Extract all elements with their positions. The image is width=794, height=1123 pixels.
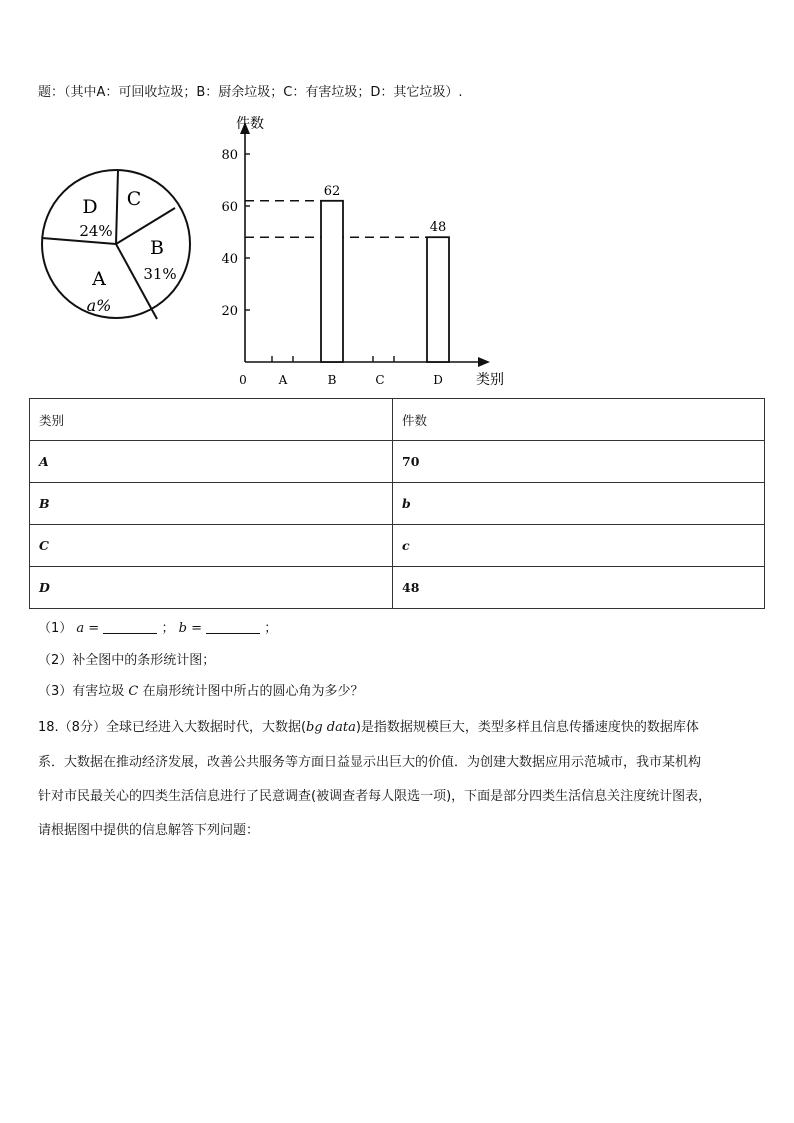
pie-label-b: B [150, 237, 164, 259]
table-row [30, 483, 765, 525]
problem-18-line-4: 请根据图中提供的信息解答下列问题： [38, 823, 260, 838]
pie-divider-cb [116, 208, 175, 244]
data-label: 48 [429, 220, 447, 236]
y-axis-title: 件数 [236, 116, 264, 132]
table-header-row [30, 399, 765, 441]
table-cell: c [393, 525, 765, 567]
question-1 [38, 617, 277, 636]
question-1-separator: ； [161, 621, 175, 636]
question-1-b-label: b = [178, 621, 202, 636]
pie-label-a: A [92, 268, 106, 290]
table-row [30, 567, 765, 609]
pie-value-d: 24% [79, 222, 113, 240]
table-cell: D [30, 567, 393, 609]
question-3-variable: C [128, 684, 139, 699]
x-tick-label: A [278, 373, 288, 387]
problem-18-intro-rest: )是指数据规模巨大，类型多样且信息传播速度快的数据库体 [355, 720, 699, 735]
bar-chart [221, 115, 504, 388]
table-cell: 70 [393, 441, 765, 483]
pie-chart [42, 170, 190, 319]
question-3 [38, 680, 364, 699]
x-tick-label: C [375, 373, 385, 387]
table-cell: b [393, 483, 765, 525]
pie-label-d: D [82, 196, 98, 218]
bar-b [321, 201, 343, 362]
answer-blank-b[interactable] [206, 621, 260, 634]
question-3-suffix: 在扇形统计图中所占的圆心角为多少？ [142, 684, 364, 699]
question-1-a-label: a = [76, 621, 100, 636]
x-axis-title: 类别 [476, 372, 504, 388]
table-cell: C [30, 525, 393, 567]
question-1-number: （1） [38, 621, 73, 636]
table-row [30, 525, 765, 567]
problem-18-intro: 18.（8分）全球已经进入大数据时代，大数据( [38, 720, 307, 735]
y-tick-label: 80 [221, 148, 238, 163]
question-3-prefix: （3）有害垃圾 [38, 684, 125, 699]
intro-text: 题：（其中A：可回收垃圾；B：厨余垃圾；C：有害垃圾；D：其它垃圾）. [38, 85, 463, 100]
x-tick-label: D [433, 373, 443, 387]
pie-value-b: 31% [143, 265, 177, 283]
question-1-end: ； [264, 621, 278, 636]
table-cell: B [30, 483, 393, 525]
table-header-count: 件数 [393, 399, 765, 441]
pie-label-c: C [126, 188, 142, 210]
y-tick-label: 40 [221, 252, 238, 267]
charts-svg [0, 0, 794, 400]
bar-d [427, 237, 449, 362]
y-tick-label: 60 [221, 200, 238, 215]
x-axis-arrow [478, 357, 490, 367]
problem-18-line-1 [38, 716, 699, 735]
answer-blank-a[interactable] [103, 621, 157, 634]
table-cell: 48 [393, 567, 765, 609]
y-tick-label: 20 [221, 304, 238, 319]
data-table [29, 398, 765, 609]
data-label: 62 [323, 183, 341, 199]
pie-divider-cd [116, 170, 118, 244]
origin-label: 0 [239, 373, 247, 387]
table-cell: A [30, 441, 393, 483]
figure-area [0, 0, 794, 400]
pie-value-a: a% [86, 296, 112, 315]
problem-18-line-3: 针对市民最关心的四类生活信息进行了民意调查(被调查者每人限选一项)，下面是部分四类生活信息关注度统计图表， [38, 789, 712, 804]
table-row [30, 441, 765, 483]
question-2: （2）补全图中的条形统计图； [38, 653, 216, 668]
x-tick-label: B [327, 373, 337, 387]
problem-18-line-2: 系．大数据在推动经济发展，改善公共服务等方面日益显示出巨大的价值．为创建大数据应用示范城市，我市某机构 [38, 755, 702, 770]
problem-18-term: bg data [306, 720, 356, 735]
table-header-category: 类别 [30, 399, 393, 441]
